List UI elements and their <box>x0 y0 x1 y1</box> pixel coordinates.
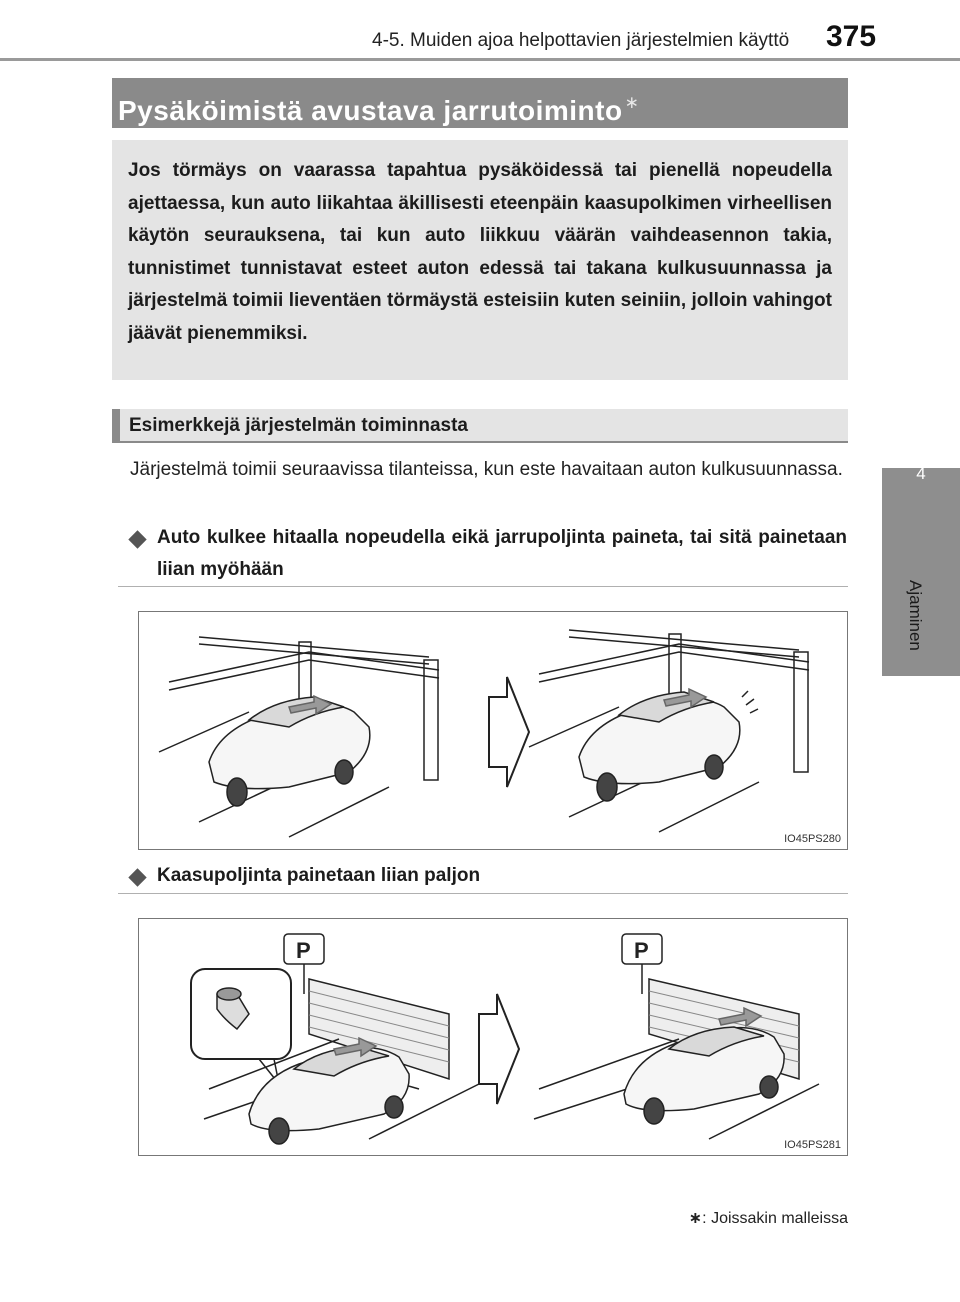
figure-low-speed <box>138 611 848 850</box>
figure-code: IO45PS280 <box>784 833 841 845</box>
side-tab-label: Ajaminen <box>906 580 925 651</box>
bullet-diamond-icon <box>128 530 146 548</box>
figure-accelerator <box>138 918 848 1156</box>
illustration-car-parking <box>139 919 847 1155</box>
section-title-mark: ∗ <box>624 93 640 112</box>
bullet-diamond-icon <box>128 868 146 886</box>
example-heading-2: Kaasupoljinta painetaan liian paljon <box>157 865 481 886</box>
svg-text:P: P <box>296 938 311 963</box>
illustration-car-wall <box>139 612 847 849</box>
intro-box <box>112 140 848 380</box>
section-title: Pysäköimistä avustava jarrutoiminto <box>118 95 623 126</box>
footnote <box>689 1208 848 1228</box>
example-divider-1 <box>118 586 848 587</box>
section-title-bar <box>112 78 848 128</box>
example-heading-1: Auto kulkee hitaalla nopeudella eikä jarrupoljinta paineta, tai sitä painetaan liian myöhään <box>157 527 847 580</box>
chapter-title: 4-5. Muiden ajoa helpottavien järjestelmien käyttö <box>372 30 790 51</box>
page-number: 375 <box>826 20 877 53</box>
footnote-text: : Joissakin malleissa <box>702 1210 848 1227</box>
example-divider-2 <box>118 893 848 894</box>
footnote-mark: ∗ <box>688 1210 703 1227</box>
subsection-body: Järjestelmä toimii seuraavissa tilanteissa, kun este havaitaan auton kulkusuunnassa. <box>130 459 843 480</box>
figure-code: IO45PS281 <box>784 1139 841 1151</box>
side-tab-number: 4 <box>916 464 926 483</box>
svg-text:P: P <box>634 938 649 963</box>
subsection-title: Esimerkkejä järjestelmän toiminnasta <box>112 409 848 443</box>
header-divider <box>0 58 960 61</box>
intro-text: Jos törmäys on vaarassa tapahtua pysäköidessä tai pienellä nopeudella ajettaessa, kun auto liikahtaa äkillisesti eteenpäin kaasupolkimen virheellisen käytön seurauksena, tai kun auto liikkuu väärän vaihdeasennon takia, tunnistimet tunnistavat esteet auton edessä tai takana kulkusuunnassa ja järjestelmä toimii lieventäen törmäystä esteisiin kuten seiniin, jolloin vahingot jäävät pienemmiksi. <box>128 160 832 344</box>
